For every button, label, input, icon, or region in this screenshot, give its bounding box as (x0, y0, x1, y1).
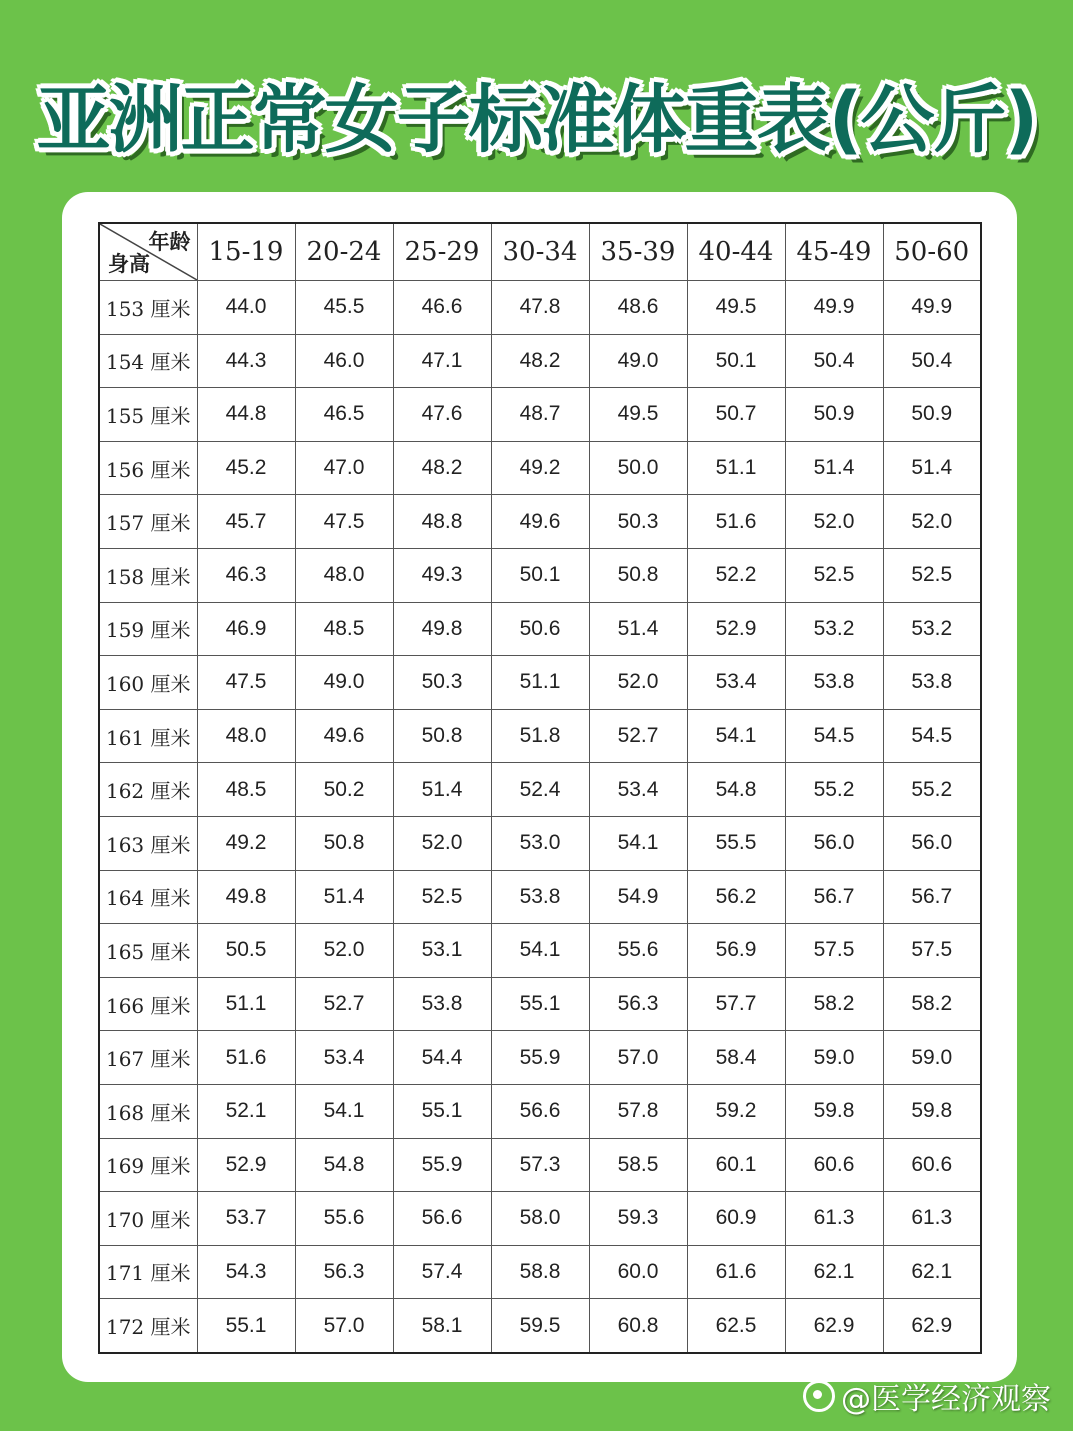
weight-cell: 56.6 (491, 1084, 589, 1138)
weight-cell: 62.1 (883, 1245, 981, 1299)
weight-cell: 59.2 (687, 1084, 785, 1138)
weight-cell: 49.5 (589, 388, 687, 442)
weight-cell: 50.3 (393, 656, 491, 710)
table-corner-cell (99, 223, 197, 281)
height-cell: 163 厘米 (99, 816, 197, 870)
weight-cell: 57.3 (491, 1138, 589, 1192)
weight-cell: 49.2 (491, 441, 589, 495)
weight-cell: 51.4 (883, 441, 981, 495)
weight-cell: 53.8 (491, 870, 589, 924)
weight-cell: 54.8 (687, 763, 785, 817)
weight-cell: 62.1 (785, 1245, 883, 1299)
weight-cell: 49.8 (393, 602, 491, 656)
weight-cell: 50.2 (295, 763, 393, 817)
table-row (99, 709, 981, 763)
table-row (99, 656, 981, 710)
weight-cell: 52.4 (491, 763, 589, 817)
weight-cell: 58.4 (687, 1031, 785, 1085)
weight-cell: 52.7 (295, 977, 393, 1031)
weight-cell: 52.5 (393, 870, 491, 924)
weight-cell: 54.1 (295, 1084, 393, 1138)
height-cell: 161 厘米 (99, 709, 197, 763)
weight-cell: 50.4 (785, 334, 883, 388)
weight-cell: 51.4 (785, 441, 883, 495)
weight-cell: 59.3 (589, 1192, 687, 1246)
weight-cell: 54.5 (883, 709, 981, 763)
weight-cell: 52.0 (883, 495, 981, 549)
weight-cell: 57.5 (883, 924, 981, 978)
weight-cell: 50.0 (589, 441, 687, 495)
height-cell: 155 厘米 (99, 388, 197, 442)
weight-cell: 48.7 (491, 388, 589, 442)
weight-cell: 49.6 (491, 495, 589, 549)
height-cell: 172 厘米 (99, 1299, 197, 1353)
weight-cell: 55.1 (393, 1084, 491, 1138)
weight-cell: 57.0 (295, 1299, 393, 1353)
weight-cell: 60.8 (589, 1299, 687, 1353)
weight-cell: 49.9 (883, 281, 981, 335)
weight-cell: 53.2 (785, 602, 883, 656)
weight-cell: 49.0 (589, 334, 687, 388)
corner-age-label: 年龄 (148, 230, 191, 254)
weight-cell: 48.0 (295, 548, 393, 602)
age-group-header: 30-34 (491, 223, 589, 281)
weight-cell: 47.0 (295, 441, 393, 495)
weight-cell: 55.6 (295, 1192, 393, 1246)
weight-cell: 46.3 (197, 548, 295, 602)
weight-cell: 49.2 (197, 816, 295, 870)
weight-cell: 55.2 (883, 763, 981, 817)
age-group-header: 45-49 (785, 223, 883, 281)
weight-cell: 54.1 (491, 924, 589, 978)
weight-cell: 49.6 (295, 709, 393, 763)
weight-cell: 58.0 (491, 1192, 589, 1246)
height-cell: 171 厘米 (99, 1245, 197, 1299)
age-group-header: 25-29 (393, 223, 491, 281)
table-row (99, 602, 981, 656)
age-group-header: 40-44 (687, 223, 785, 281)
watermark-text: @医学经济观察 (841, 1382, 1051, 1417)
weight-cell: 51.1 (687, 441, 785, 495)
weight-cell: 58.8 (491, 1245, 589, 1299)
weight-cell: 57.5 (785, 924, 883, 978)
weight-table (98, 222, 982, 1354)
weight-cell: 53.1 (393, 924, 491, 978)
weight-cell: 62.9 (883, 1299, 981, 1353)
height-cell: 170 厘米 (99, 1192, 197, 1246)
table-row (99, 548, 981, 602)
page-title: 亚洲正常女子标准体重表(公斤) (36, 77, 1037, 163)
weight-cell: 54.5 (785, 709, 883, 763)
weight-cell: 56.0 (883, 816, 981, 870)
table-row (99, 1031, 981, 1085)
weight-cell: 51.6 (687, 495, 785, 549)
height-cell: 153 厘米 (99, 281, 197, 335)
table-row (99, 441, 981, 495)
weight-cell: 47.6 (393, 388, 491, 442)
weight-cell: 52.9 (687, 602, 785, 656)
weight-cell: 47.5 (197, 656, 295, 710)
weight-cell: 49.5 (687, 281, 785, 335)
weight-cell: 55.1 (491, 977, 589, 1031)
weight-cell: 56.7 (883, 870, 981, 924)
weight-cell: 59.0 (883, 1031, 981, 1085)
weight-cell: 52.2 (687, 548, 785, 602)
weight-cell: 50.6 (491, 602, 589, 656)
weight-cell: 53.0 (491, 816, 589, 870)
height-cell: 158 厘米 (99, 548, 197, 602)
weight-cell: 54.8 (295, 1138, 393, 1192)
weight-cell: 51.1 (491, 656, 589, 710)
height-cell: 164 厘米 (99, 870, 197, 924)
weight-cell: 45.5 (295, 281, 393, 335)
weight-cell: 52.1 (197, 1084, 295, 1138)
weight-cell: 53.4 (589, 763, 687, 817)
weight-cell: 55.5 (687, 816, 785, 870)
weight-cell: 60.1 (687, 1138, 785, 1192)
height-cell: 166 厘米 (99, 977, 197, 1031)
age-group-header: 15-19 (197, 223, 295, 281)
weight-cell: 53.8 (393, 977, 491, 1031)
table-row (99, 1138, 981, 1192)
weight-cell: 60.6 (883, 1138, 981, 1192)
table-body (99, 281, 981, 1354)
weight-cell: 49.9 (785, 281, 883, 335)
weight-cell: 53.8 (785, 656, 883, 710)
weight-cell: 53.8 (883, 656, 981, 710)
weight-cell: 48.0 (197, 709, 295, 763)
weight-cell: 45.7 (197, 495, 295, 549)
weight-cell: 51.8 (491, 709, 589, 763)
weight-cell: 52.5 (883, 548, 981, 602)
weight-cell: 48.2 (491, 334, 589, 388)
weight-cell: 53.4 (295, 1031, 393, 1085)
weight-cell: 50.1 (491, 548, 589, 602)
watermark (803, 1374, 1051, 1418)
weight-cell: 56.7 (785, 870, 883, 924)
table-row (99, 388, 981, 442)
weight-cell: 58.1 (393, 1299, 491, 1353)
weight-cell: 53.4 (687, 656, 785, 710)
weight-cell: 52.9 (197, 1138, 295, 1192)
height-cell: 154 厘米 (99, 334, 197, 388)
weight-cell: 50.4 (883, 334, 981, 388)
height-cell: 168 厘米 (99, 1084, 197, 1138)
weight-cell: 50.8 (295, 816, 393, 870)
weight-cell: 60.6 (785, 1138, 883, 1192)
height-cell: 159 厘米 (99, 602, 197, 656)
weight-cell: 48.8 (393, 495, 491, 549)
table-row (99, 1245, 981, 1299)
weight-cell: 44.0 (197, 281, 295, 335)
weight-cell: 50.8 (393, 709, 491, 763)
weight-cell: 50.9 (883, 388, 981, 442)
table-row (99, 924, 981, 978)
weight-cell: 55.1 (197, 1299, 295, 1353)
weight-cell: 53.7 (197, 1192, 295, 1246)
weight-cell: 45.2 (197, 441, 295, 495)
height-cell: 167 厘米 (99, 1031, 197, 1085)
table-row (99, 495, 981, 549)
weight-cell: 47.8 (491, 281, 589, 335)
height-cell: 165 厘米 (99, 924, 197, 978)
weight-cell: 61.6 (687, 1245, 785, 1299)
weight-cell: 54.4 (393, 1031, 491, 1085)
weight-cell: 47.5 (295, 495, 393, 549)
weight-cell: 62.5 (687, 1299, 785, 1353)
weight-cell: 48.2 (393, 441, 491, 495)
weight-cell: 57.0 (589, 1031, 687, 1085)
weight-cell: 49.3 (393, 548, 491, 602)
weight-cell: 50.1 (687, 334, 785, 388)
weight-cell: 58.5 (589, 1138, 687, 1192)
weight-cell: 55.6 (589, 924, 687, 978)
weight-cell: 62.9 (785, 1299, 883, 1353)
weight-cell: 57.4 (393, 1245, 491, 1299)
weight-cell: 52.0 (295, 924, 393, 978)
weight-cell: 54.3 (197, 1245, 295, 1299)
weight-cell: 56.6 (393, 1192, 491, 1246)
weight-cell: 54.1 (589, 816, 687, 870)
weight-cell: 49.8 (197, 870, 295, 924)
table-row (99, 816, 981, 870)
age-group-header: 50-60 (883, 223, 981, 281)
height-cell: 156 厘米 (99, 441, 197, 495)
weight-cell: 46.6 (393, 281, 491, 335)
weight-cell: 56.3 (295, 1245, 393, 1299)
weight-cell: 59.5 (491, 1299, 589, 1353)
weight-cell: 61.3 (785, 1192, 883, 1246)
weight-cell: 57.8 (589, 1084, 687, 1138)
weight-cell: 48.5 (197, 763, 295, 817)
weight-cell: 51.4 (589, 602, 687, 656)
table-row (99, 977, 981, 1031)
table-row (99, 281, 981, 335)
weight-cell: 52.5 (785, 548, 883, 602)
weight-cell: 50.3 (589, 495, 687, 549)
weight-cell: 57.7 (687, 977, 785, 1031)
height-cell: 160 厘米 (99, 656, 197, 710)
weight-cell: 48.5 (295, 602, 393, 656)
table-row (99, 334, 981, 388)
weight-cell: 50.9 (785, 388, 883, 442)
weight-cell: 48.6 (589, 281, 687, 335)
weight-cell: 44.3 (197, 334, 295, 388)
weight-cell: 61.3 (883, 1192, 981, 1246)
weight-cell: 59.0 (785, 1031, 883, 1085)
table-row (99, 1299, 981, 1353)
weight-cell: 51.1 (197, 977, 295, 1031)
height-cell: 162 厘米 (99, 763, 197, 817)
weight-cell: 46.5 (295, 388, 393, 442)
weight-cell: 46.0 (295, 334, 393, 388)
weight-cell: 55.9 (491, 1031, 589, 1085)
weight-cell: 47.1 (393, 334, 491, 388)
table-row (99, 1084, 981, 1138)
weight-cell: 49.0 (295, 656, 393, 710)
weight-cell: 55.2 (785, 763, 883, 817)
weight-cell: 52.0 (785, 495, 883, 549)
weight-cell: 51.6 (197, 1031, 295, 1085)
weight-cell: 51.4 (295, 870, 393, 924)
weight-cell: 52.0 (589, 656, 687, 710)
weibo-logo-icon (803, 1380, 835, 1412)
weight-cell: 56.3 (589, 977, 687, 1031)
weight-cell: 50.5 (197, 924, 295, 978)
weight-cell: 44.8 (197, 388, 295, 442)
weight-cell: 51.4 (393, 763, 491, 817)
weight-cell: 58.2 (883, 977, 981, 1031)
weight-cell: 59.8 (883, 1084, 981, 1138)
weight-cell: 60.9 (687, 1192, 785, 1246)
age-group-header: 20-24 (295, 223, 393, 281)
weight-cell: 53.2 (883, 602, 981, 656)
table-row (99, 1192, 981, 1246)
height-cell: 169 厘米 (99, 1138, 197, 1192)
weight-cell: 54.1 (687, 709, 785, 763)
corner-height-label: 身高 (108, 252, 150, 276)
weight-cell: 46.9 (197, 602, 295, 656)
weight-cell: 52.7 (589, 709, 687, 763)
weight-cell: 59.8 (785, 1084, 883, 1138)
weight-cell: 52.0 (393, 816, 491, 870)
table-header-row (99, 223, 981, 281)
weight-cell: 56.0 (785, 816, 883, 870)
weight-cell: 54.9 (589, 870, 687, 924)
table-row (99, 870, 981, 924)
height-cell: 157 厘米 (99, 495, 197, 549)
table-row (99, 763, 981, 817)
weight-cell: 56.2 (687, 870, 785, 924)
weight-cell: 50.8 (589, 548, 687, 602)
weight-cell: 60.0 (589, 1245, 687, 1299)
weight-cell: 55.9 (393, 1138, 491, 1192)
weight-cell: 56.9 (687, 924, 785, 978)
age-group-header: 35-39 (589, 223, 687, 281)
weight-cell: 58.2 (785, 977, 883, 1031)
weight-cell: 50.7 (687, 388, 785, 442)
